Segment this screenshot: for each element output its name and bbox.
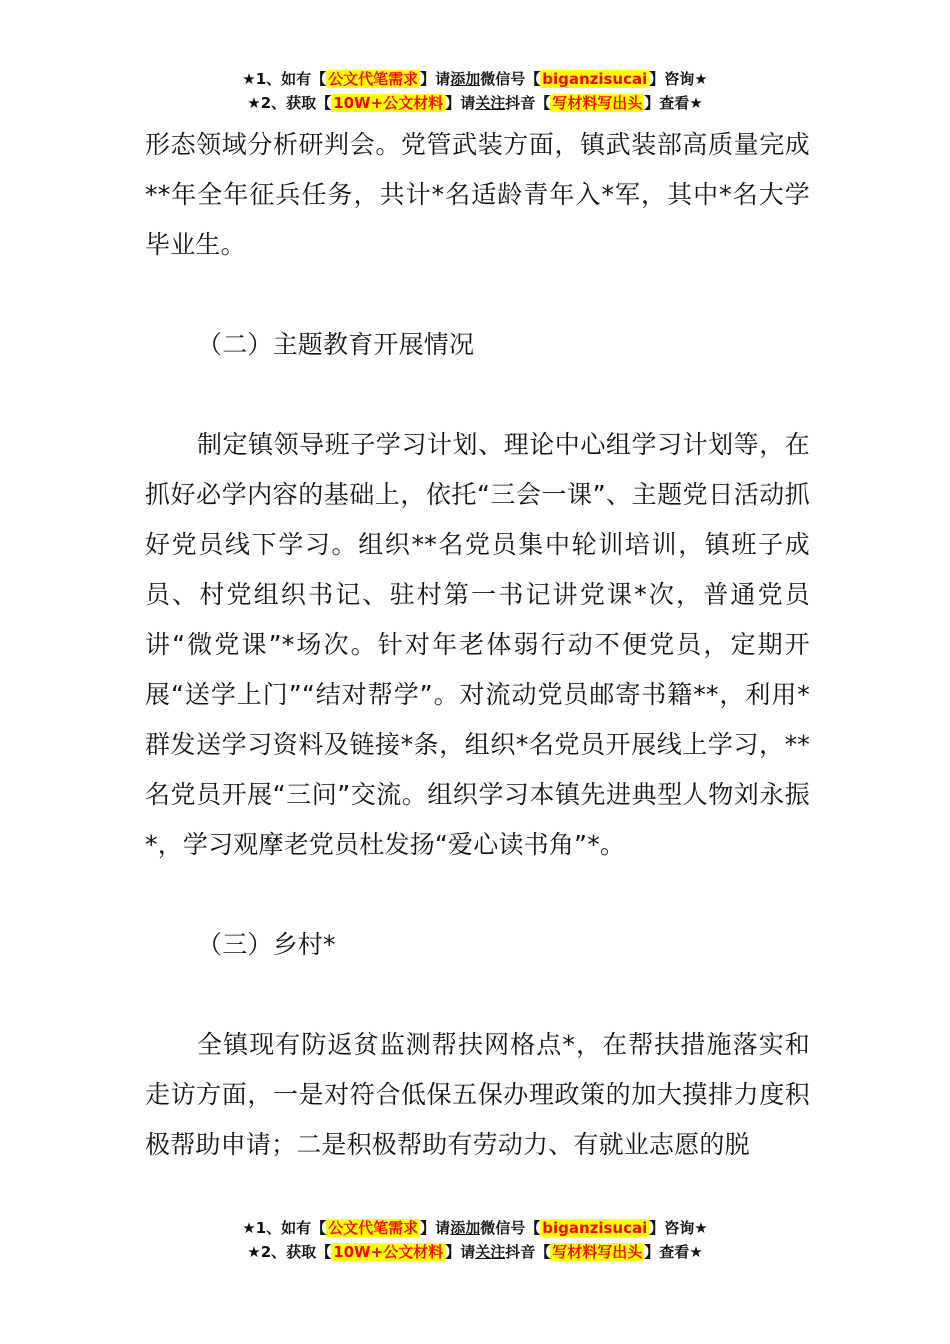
section-heading: （三）乡村* [197, 930, 336, 959]
header-banner [0, 67, 950, 115]
paragraph: 形态领域分析研判会。党管武装方面，镇武装部高质量完成**年全年征兵任务，共计*名适龄青年入*军，其中*名大学毕业生。 [145, 130, 810, 259]
highlight-wechat-id: biganzisucai [542, 70, 648, 88]
banner-line-2 [0, 91, 950, 115]
banner-text: 】请 [420, 70, 451, 88]
banner-text: 抖音【 [505, 94, 551, 112]
highlight-service: 公文代笔需求 [328, 70, 419, 88]
underlined-text: 添加 [450, 1219, 481, 1237]
banner-text: 抖音【 [505, 1243, 551, 1261]
highlight-materials: 10W+公文材料 [333, 94, 444, 112]
banner-text: 】查看★ [644, 94, 703, 112]
footer-banner [0, 1216, 950, 1264]
underlined-text: 关注 [475, 94, 506, 112]
banner-text: ★1、如有【 [242, 1219, 327, 1237]
banner-text: 】请 [445, 94, 476, 112]
banner-text: 】咨询★ [649, 70, 708, 88]
banner-text: 】查看★ [644, 1243, 703, 1261]
paragraph: 全镇现有防返贫监测帮扶网格点*，在帮扶措施落实和走访方面，一是对符合低保五保办理政策的加大摸排力度积极帮助申请；二是积极帮助有劳动力、有就业志愿的脱 [145, 1030, 810, 1159]
section-heading: （二）主题教育开展情况 [197, 330, 475, 359]
banner-text: 】咨询★ [649, 1219, 708, 1237]
banner-text: ★2、获取【 [247, 94, 332, 112]
underlined-text: 添加 [450, 70, 481, 88]
banner-text: ★2、获取【 [247, 1243, 332, 1261]
highlight-service: 公文代笔需求 [328, 1219, 419, 1237]
highlight-douyin-account: 写材料写出头 [552, 94, 643, 112]
highlight-wechat-id: biganzisucai [542, 1219, 648, 1237]
banner-text: 微信号【 [480, 70, 541, 88]
banner-line-1 [0, 67, 950, 91]
banner-line-1 [0, 1216, 950, 1240]
paragraph: 制定镇领导班子学习计划、理论中心组学习计划等，在抓好必学内容的基础上，依托“三会一课”、主题党日活动抓好党员线下学习。组织**名党员集中轮训培训，镇班子成员、村党组织书记、驻村第一书记讲党课*次，普通党员讲“微党课”*场次。针对年老体弱行动不便党员，定期开展“送学上门”“结对帮学”。对流动党员邮寄书籍**，利用*群发送学习资料及链接*条，组织*名党员开展线上学习，**名党员开展“三问”交流。组织学习本镇先进典型人物刘永振*，学习观摩老党员杜发扬“爱心读书角”*。 [145, 430, 810, 859]
banner-text: 】请 [420, 1219, 451, 1237]
banner-text: ★1、如有【 [242, 70, 327, 88]
highlight-materials: 10W+公文材料 [333, 1243, 444, 1261]
document-body [145, 120, 810, 1170]
underlined-text: 关注 [475, 1243, 506, 1261]
banner-text: 】请 [445, 1243, 476, 1261]
highlight-douyin-account: 写材料写出头 [552, 1243, 643, 1261]
banner-line-2 [0, 1240, 950, 1264]
banner-text: 微信号【 [480, 1219, 541, 1237]
